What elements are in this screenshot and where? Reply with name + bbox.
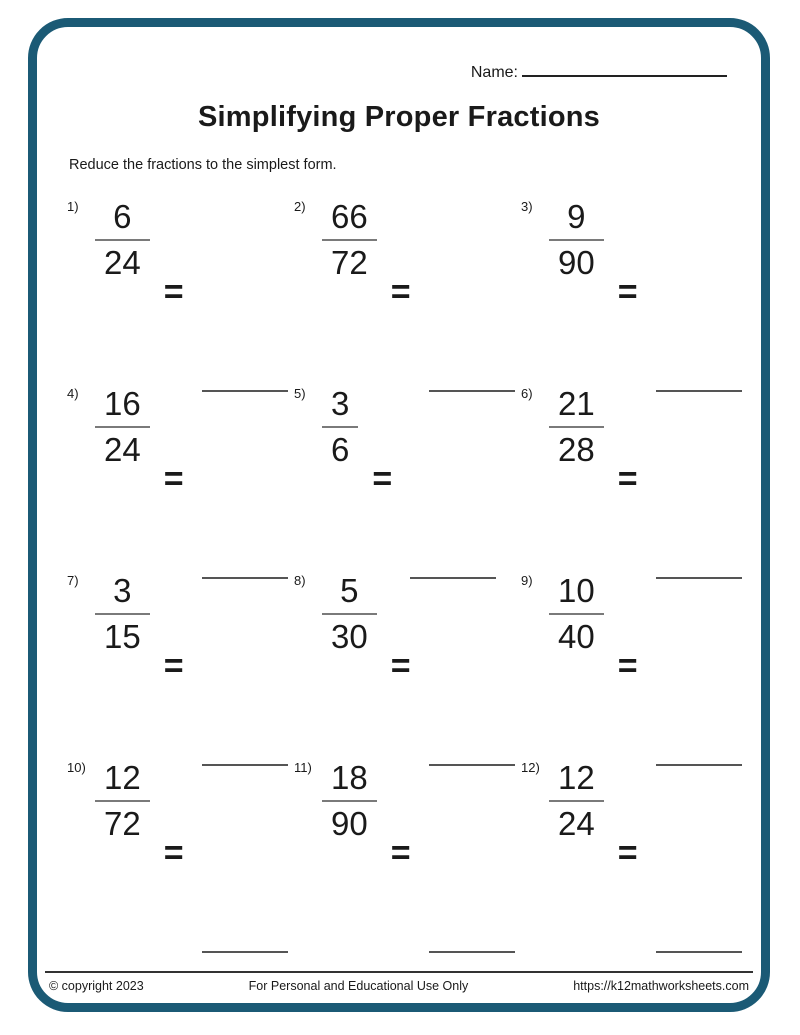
fraction <box>322 384 358 469</box>
fraction-numerator: 12 <box>558 759 595 796</box>
fraction-numerator: 18 <box>331 759 368 796</box>
equals-sign: = <box>163 460 184 498</box>
equals-sign: = <box>390 273 411 311</box>
fraction-denominator: 90 <box>558 243 595 281</box>
footer <box>45 971 753 993</box>
fraction-numerator: 12 <box>104 759 141 796</box>
fraction-numerator: 3 <box>113 572 132 609</box>
answer-blank <box>429 390 515 392</box>
answer-blank <box>656 764 742 766</box>
fraction-bar <box>95 613 150 615</box>
answer-blank <box>656 577 742 579</box>
problem-number: 8) <box>294 573 306 588</box>
fraction-numerator: 16 <box>104 385 141 422</box>
equals-sign: = <box>163 834 184 872</box>
fraction-bar <box>549 426 604 428</box>
problem-number: 7) <box>67 573 79 588</box>
equals-sign: = <box>372 460 393 498</box>
fraction-bar <box>322 426 358 428</box>
problem-number: 9) <box>521 573 533 588</box>
answer-blank <box>656 390 742 392</box>
fraction <box>549 758 604 843</box>
fraction-denominator: 24 <box>558 804 595 842</box>
problem-10 <box>67 758 294 945</box>
answer-blank <box>656 951 742 953</box>
answer-blank <box>429 951 515 953</box>
answer-blank <box>202 390 288 392</box>
fraction <box>95 197 150 282</box>
fraction <box>95 758 150 843</box>
fraction-bar <box>95 800 150 802</box>
problem-9 <box>521 571 747 758</box>
equals-sign: = <box>617 834 638 872</box>
equals-sign: = <box>617 273 638 311</box>
footer-divider <box>45 971 753 973</box>
problem-number: 10) <box>67 760 86 775</box>
fraction <box>95 384 150 469</box>
fraction-bar <box>549 613 604 615</box>
fraction-bar <box>549 800 604 802</box>
fraction-numerator: 10 <box>558 572 595 609</box>
fraction-numerator: 66 <box>331 198 368 235</box>
answer-blank <box>202 951 288 953</box>
problem-number: 2) <box>294 199 306 214</box>
name-label: Name: <box>470 64 518 81</box>
problem-number: 3) <box>521 199 533 214</box>
problem-5 <box>294 384 521 571</box>
equals-sign: = <box>163 647 184 685</box>
fraction <box>549 384 604 469</box>
fraction <box>95 571 150 656</box>
problem-number: 4) <box>67 386 79 401</box>
problem-6 <box>521 384 747 571</box>
equals-sign: = <box>617 460 638 498</box>
equals-sign: = <box>163 273 184 311</box>
fraction-numerator: 5 <box>340 572 359 609</box>
footer-url: https://k12mathworksheets.com <box>573 979 749 993</box>
fraction-denominator: 72 <box>331 243 368 281</box>
fraction-denominator: 15 <box>104 617 141 655</box>
fraction-denominator: 90 <box>331 804 368 842</box>
answer-blank <box>429 764 515 766</box>
instruction-text: Reduce the fractions to the simplest form. <box>69 157 337 173</box>
problem-number: 1) <box>67 199 79 214</box>
answer-blank <box>410 577 496 579</box>
problem-12 <box>521 758 747 945</box>
problem-1 <box>67 197 294 384</box>
equals-sign: = <box>390 834 411 872</box>
fraction-denominator: 24 <box>104 430 141 468</box>
equals-sign: = <box>390 647 411 685</box>
fraction-denominator: 28 <box>558 430 595 468</box>
fraction <box>322 758 377 843</box>
problem-number: 5) <box>294 386 306 401</box>
fraction-numerator: 21 <box>558 385 595 422</box>
fraction-denominator: 30 <box>331 617 368 655</box>
fraction <box>322 197 377 282</box>
fraction-denominator: 24 <box>104 243 141 281</box>
equals-sign: = <box>617 647 638 685</box>
fraction-numerator: 6 <box>113 198 132 235</box>
fraction-bar <box>549 239 604 241</box>
problem-3 <box>521 197 747 384</box>
problem-number: 12) <box>521 760 540 775</box>
answer-blank <box>202 577 288 579</box>
problem-number: 6) <box>521 386 533 401</box>
fraction-bar <box>322 800 377 802</box>
answer-blank <box>202 764 288 766</box>
fraction-bar <box>95 426 150 428</box>
footer-usage-text: For Personal and Educational Use Only <box>248 979 469 993</box>
problem-4 <box>67 384 294 571</box>
fraction <box>549 571 604 656</box>
problem-number: 11) <box>294 760 312 775</box>
fraction-numerator: 3 <box>331 385 350 422</box>
footer-copyright: © copyright 2023 <box>49 979 144 993</box>
fraction-numerator: 9 <box>567 198 586 235</box>
worksheet-page <box>28 18 770 1012</box>
fraction-bar <box>322 239 377 241</box>
fraction <box>322 571 377 656</box>
name-row <box>471 61 727 82</box>
fraction-denominator: 40 <box>558 617 595 655</box>
problem-11 <box>294 758 521 945</box>
page-title: Simplifying Proper Fractions <box>198 101 600 133</box>
fraction-denominator: 72 <box>104 804 141 842</box>
fraction-denominator: 6 <box>331 430 350 468</box>
fraction-bar <box>95 239 150 241</box>
problems-grid <box>67 197 749 945</box>
name-blank-line <box>522 61 727 77</box>
fraction <box>549 197 604 282</box>
fraction-bar <box>322 613 377 615</box>
problem-7 <box>67 571 294 758</box>
problem-2 <box>294 197 521 384</box>
problem-8 <box>294 571 521 758</box>
